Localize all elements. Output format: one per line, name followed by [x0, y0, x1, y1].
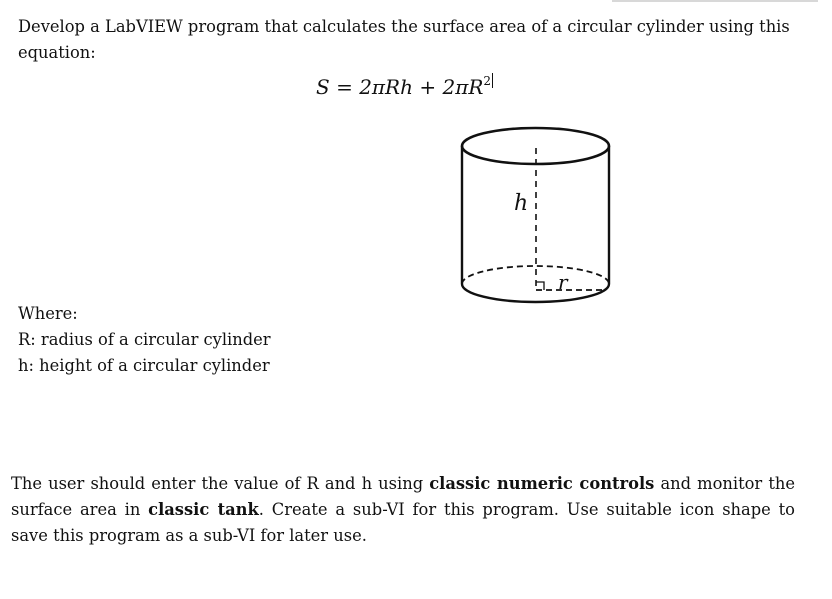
task-paragraph	[11, 471, 795, 549]
intro-line-1: Develop a LabVIEW program that calculates the surface area of a circular cylinder using this	[18, 17, 790, 36]
formula-equals: =	[336, 75, 353, 99]
surface-area-formula	[316, 68, 493, 100]
task-bold-numeric-controls: classic numeric controls	[429, 474, 655, 493]
text-cursor	[492, 73, 493, 88]
radius-label: r	[558, 270, 568, 294]
where-heading: Where:	[18, 304, 78, 323]
cylinder-figure	[456, 118, 618, 304]
formula-plus: +	[419, 75, 437, 99]
top-divider	[612, 0, 818, 2]
formula-lhs: S	[316, 75, 330, 99]
task-bold-classic-tank: classic tank	[148, 500, 259, 519]
intro-paragraph	[18, 14, 798, 66]
intro-line-2: equation:	[18, 43, 96, 62]
formula-term-1: 2πRh	[359, 75, 413, 99]
where-block	[18, 301, 378, 379]
cylinder-bottom-front-arc	[462, 284, 609, 302]
formula-exponent: 2	[483, 74, 492, 88]
task-text-1: The user should enter the value of R and h using	[11, 474, 430, 493]
formula-term-2: 2πR	[442, 75, 484, 99]
right-angle-marker	[536, 282, 544, 290]
where-item-radius: R: radius of a circular cylinder	[18, 330, 271, 349]
cylinder-top-ellipse	[462, 128, 609, 164]
height-label: h	[514, 191, 529, 216]
task-text-2: and monitor the surface area in	[11, 474, 795, 519]
task-text-3: . Create a sub-VI for this program. Use suitable icon shape to save this program as a sub-VI for later use.	[11, 500, 795, 545]
where-item-height: h: height of a circular cylinder	[18, 356, 270, 375]
